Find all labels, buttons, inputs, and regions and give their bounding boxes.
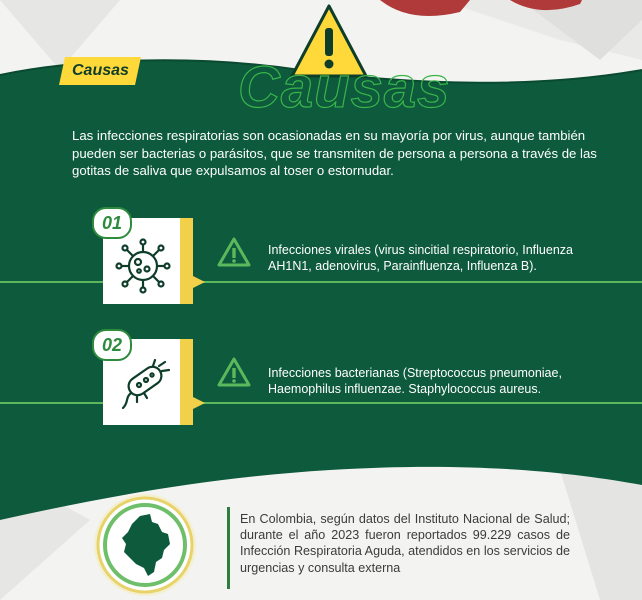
card-pointer-2 <box>191 396 205 410</box>
item-number-badge-2 <box>92 329 132 361</box>
item-number-badge-1 <box>92 207 132 239</box>
card-pointer-1 <box>191 275 205 289</box>
item-text-1: Infecciones virales (virus sincitial respiratorio, Influenza AH1N1, adenovirus, Parainfluenza, Influenza B). <box>268 243 573 273</box>
page-title: Causas <box>238 55 451 120</box>
footer-paragraph: En Colombia, según datos del Instituto Nacional de Salud; durante el año 2023 fueron reportados 99.229 casos de Infección Respiratoria Aguda, atendidos en los servicios de urgencias y consulta externa <box>240 512 570 575</box>
bacteria-icon <box>115 358 171 414</box>
section-tag-label: Causas <box>71 62 129 79</box>
section-tag <box>59 57 141 85</box>
warning-icon <box>216 356 252 388</box>
warning-icon <box>216 236 252 268</box>
item-card-accent-2 <box>180 339 193 425</box>
item-card-accent-1 <box>180 218 193 304</box>
item-text-2: Infecciones bacterianas (Streptococcus pneumoniae, Haemophilus influenzae. Staphylococcus aureus. <box>268 366 562 396</box>
divider-line-1 <box>0 281 642 283</box>
divider-line-2 <box>0 402 642 404</box>
virus-icon <box>115 238 171 294</box>
intro-paragraph: Las infecciones respiratorias son ocasionadas en su mayoría por virus, aunque también pueden ser bacterias o parásitos, que se transmiten de persona a persona a través de las gotitas de saliva que expulsamos al toser o estornudar. <box>72 128 597 178</box>
footer-accent-bar <box>227 507 230 589</box>
item-number-1: 01 <box>101 212 123 233</box>
colombia-map-icon <box>92 492 198 598</box>
item-number-2: 02 <box>101 334 123 355</box>
